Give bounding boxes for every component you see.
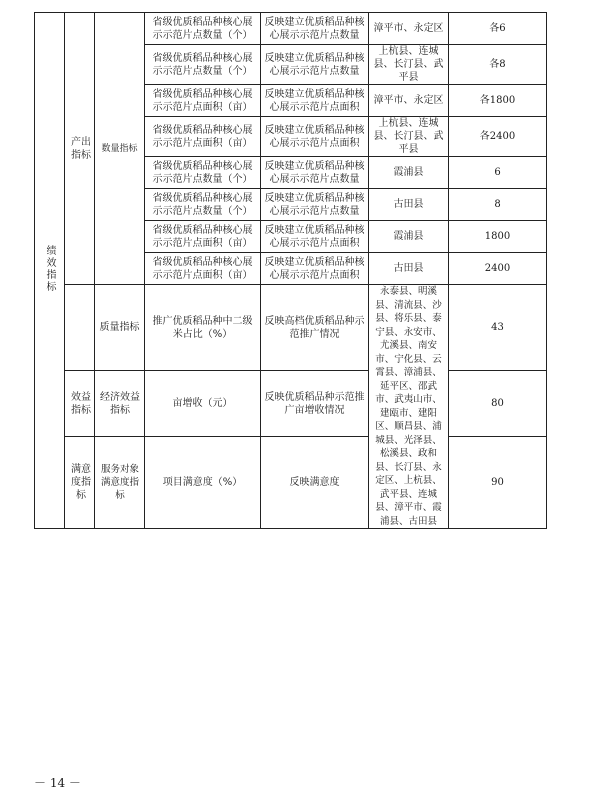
desc-cell: 反映建立优质稻品种核心展示示范片点面积 (261, 85, 369, 117)
indicator-cell: 省级优质稻品种核心展示示范片点面积（亩） (145, 85, 261, 117)
output-group-cell (65, 13, 95, 285)
level1-label: 绩效指标 (44, 244, 55, 293)
desc-cell: 反映建立优质稻品种核心展示示范片点面积 (261, 221, 369, 253)
indicator-cell: 省级优质稻品种核心展示示范片点面积（亩） (145, 221, 261, 253)
indicator-cell: 省级优质稻品种核心展示示范片点面积（亩） (145, 117, 261, 157)
indicator-cell: 推广优质稻品种中二级米占比（%） (145, 285, 261, 371)
table-row (35, 285, 547, 371)
performance-indicator-table (34, 12, 547, 529)
benefit-label: 效益指标 (71, 391, 91, 416)
economic-label: 经济效益指标 (100, 391, 140, 416)
value-cell: 43 (449, 285, 547, 371)
benefit-group-cell (65, 371, 95, 437)
level1-cell (35, 13, 65, 529)
desc-cell: 反映优质稻品种示范推广亩增收情况 (261, 371, 369, 437)
value-cell: 各6 (449, 13, 547, 45)
desc-cell: 反映高档优质稻品种示范推广情况 (261, 285, 369, 371)
value-cell: 90 (449, 437, 547, 529)
indicator-cell: 项目满意度（%） (145, 437, 261, 529)
value-cell: 6 (449, 157, 547, 189)
area-cell: 霞浦县 (369, 221, 449, 253)
desc-cell: 反映建立优质稻品种核心展示示范片点数量 (261, 13, 369, 45)
desc-cell: 反映满意度 (261, 437, 369, 529)
desc-cell: 反映建立优质稻品种核心展示示范片点数量 (261, 45, 369, 85)
economic-group-cell (95, 371, 145, 437)
quantity-group-cell (95, 13, 145, 285)
quality-group-cell: 质量指标 (95, 285, 145, 371)
page-number: － 14 － (34, 776, 81, 790)
area-cell: 上杭县、连城县、长汀县、武平县 (369, 117, 449, 157)
value-cell: 8 (449, 189, 547, 221)
quantity-label: 数量指标 (101, 143, 138, 154)
indicator-cell: 省级优质稻品种核心展示示范片点数量（个） (145, 157, 261, 189)
table-row (35, 371, 547, 437)
satisfaction-label: 满意度指标 (71, 464, 91, 502)
area-cell: 古田县 (369, 253, 449, 285)
value-cell: 80 (449, 371, 547, 437)
indicator-cell: 省级优质稻品种核心展示示范片点面积（亩） (145, 253, 261, 285)
service-object-label: 服务对象满意度指标 (100, 464, 139, 502)
desc-cell: 反映建立优质稻品种核心展示示范片点面积 (261, 117, 369, 157)
output-group-blank-cell (65, 285, 95, 371)
table-row (35, 13, 547, 45)
desc-cell: 反映建立优质稻品种核心展示示范片点面积 (261, 253, 369, 285)
value-cell: 2400 (449, 253, 547, 285)
area-cell: 漳平市、永定区 (369, 13, 449, 45)
area-cell: 霞浦县 (369, 157, 449, 189)
output-label: 产出指标 (71, 136, 91, 161)
desc-cell: 反映建立优质稻品种核心展示示范片点数量 (261, 157, 369, 189)
value-cell: 各1800 (449, 85, 547, 117)
table-row (35, 437, 547, 529)
indicator-cell: 省级优质稻品种核心展示示范片点数量（个） (145, 45, 261, 85)
area-cell: 古田县 (369, 189, 449, 221)
value-cell: 各8 (449, 45, 547, 85)
satisfaction-group-cell (65, 437, 95, 529)
indicator-cell: 亩增收（元） (145, 371, 261, 437)
value-cell: 各2400 (449, 117, 547, 157)
indicator-cell: 省级优质稻品种核心展示示范片点数量（个） (145, 189, 261, 221)
service-object-cell (95, 437, 145, 529)
indicator-cell: 省级优质稻品种核心展示示范片点数量（个） (145, 13, 261, 45)
desc-cell: 反映建立优质稻品种核心展示示范片点数量 (261, 189, 369, 221)
merged-area-cell: 永泰县、明溪县、清流县、沙县、将乐县、泰宁县、永安市、尤溪县、南安市、宁化县、云霄县、漳浦县、延平区、邵武市、武夷山市、建瓯市、建阳区、顺昌县、浦城县、光泽县、松溪县、政和县、长汀县、永定区、上杭县、武平县、连城县、漳平市、霞浦县、古田县 (369, 285, 449, 529)
area-cell: 上杭县、连城县、长汀县、武平县 (369, 45, 449, 85)
value-cell: 1800 (449, 221, 547, 253)
area-cell: 漳平市、永定区 (369, 85, 449, 117)
